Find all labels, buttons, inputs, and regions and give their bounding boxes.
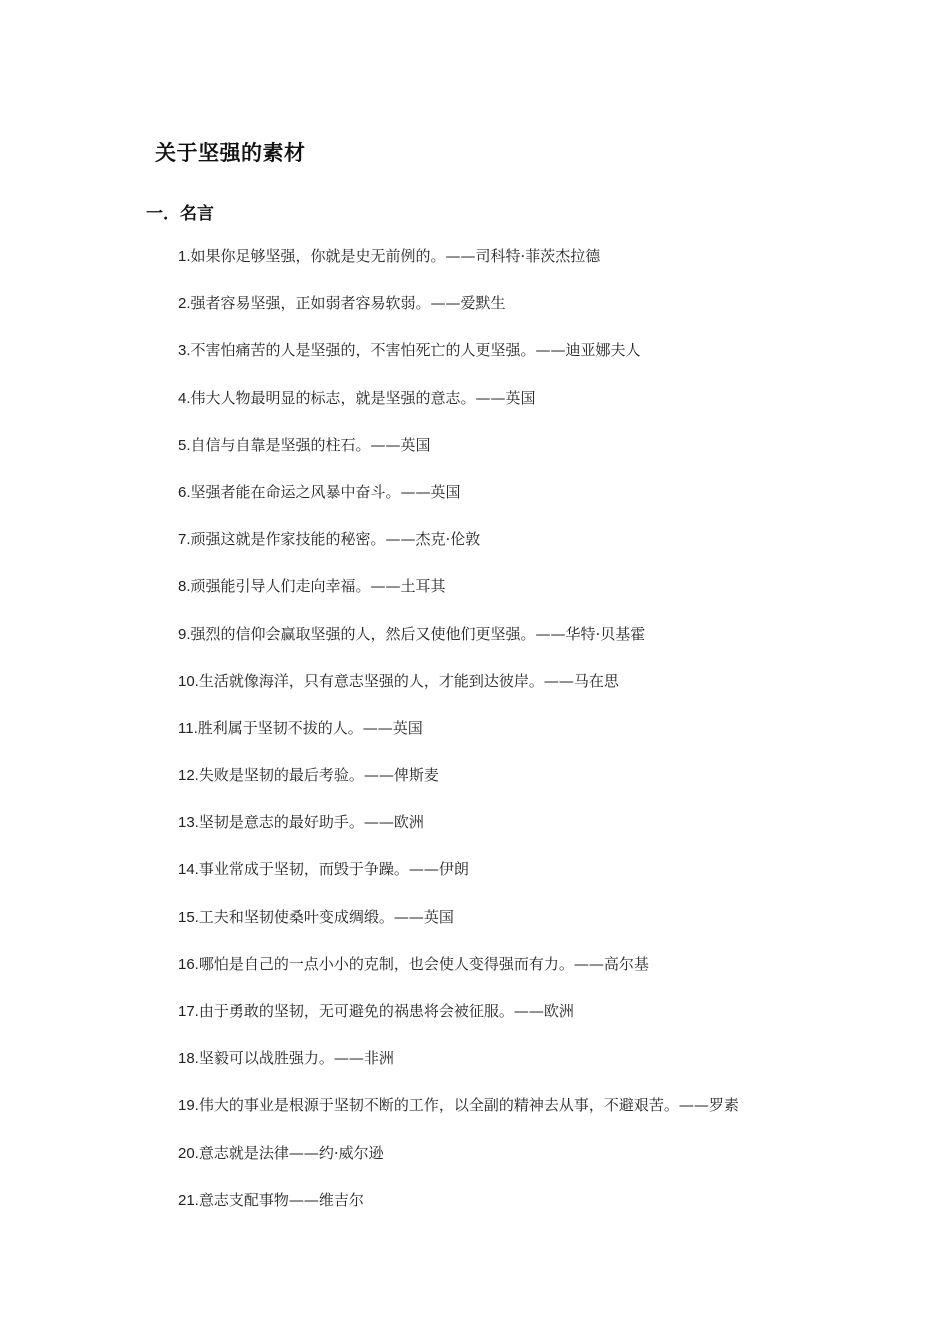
quote-item xyxy=(178,388,739,435)
quote-number: 13. xyxy=(178,814,199,832)
quote-number: 3. xyxy=(178,342,191,360)
quote-item xyxy=(178,954,739,1001)
quote-text: 胜利属于坚韧不拔的人。——英国 xyxy=(197,718,423,737)
document-title: 关于坚强的素材 xyxy=(155,141,306,165)
quote-text: 坚强者能在命运之风暴中奋斗。——英国 xyxy=(190,482,461,501)
quote-number: 19. xyxy=(178,1097,199,1115)
quote-item xyxy=(178,1190,739,1237)
quote-item xyxy=(178,765,739,812)
quote-item xyxy=(178,293,739,340)
quote-number: 10. xyxy=(178,672,199,690)
quote-text: 自信与自靠是坚强的柱石。——英国 xyxy=(190,435,431,454)
quote-number: 15. xyxy=(178,908,199,926)
quote-item xyxy=(178,1048,739,1095)
quote-text: 由于勇敢的坚韧，无可避免的祸患将会被征服。——欧洲 xyxy=(198,1002,574,1020)
quote-text: 哪怕是自己的一点小小的克制，也会使人变得强而有力。——高尔基 xyxy=(198,954,649,973)
quote-text: 顽强这就是作家技能的秘密。——杰克·伦敦 xyxy=(190,530,481,549)
quote-item xyxy=(178,246,739,293)
quote-text: 失败是坚韧的最后考验。——俾斯麦 xyxy=(198,766,439,785)
quote-item xyxy=(178,624,739,671)
quote-number: 21. xyxy=(178,1191,199,1209)
quote-number: 20. xyxy=(178,1144,199,1162)
quote-number: 2. xyxy=(178,295,191,313)
quote-item xyxy=(178,529,739,576)
quote-number: 12. xyxy=(178,767,199,785)
quote-number: 6. xyxy=(178,483,191,501)
quote-text: 意志就是法律——约·威尔逊 xyxy=(198,1143,384,1162)
quote-item xyxy=(178,1095,739,1142)
quote-text: 顽强能引导人们走向幸福。——土耳其 xyxy=(190,577,446,596)
quote-item xyxy=(178,1143,739,1190)
quote-item xyxy=(178,671,739,718)
quote-item xyxy=(178,907,739,954)
quote-number: 11. xyxy=(178,719,198,737)
quote-text: 工夫和坚韧使桑叶变成绸缎。——英国 xyxy=(198,907,454,926)
quote-number: 9. xyxy=(178,625,191,643)
quote-number: 14. xyxy=(178,861,199,879)
quote-number: 18. xyxy=(178,1050,199,1068)
quote-text: 意志支配事物——维吉尔 xyxy=(198,1190,364,1209)
quote-text: 坚韧是意志的最好助手。——欧洲 xyxy=(198,813,424,832)
quote-item xyxy=(178,435,739,482)
quote-text: 伟大人物最明显的标志，就是坚强的意志。——英国 xyxy=(190,388,536,407)
quote-item xyxy=(178,859,739,906)
quote-number: 16. xyxy=(178,955,199,973)
quote-text: 如果你足够坚强，你就是史无前例的。——司科特·菲茨杰拉德 xyxy=(190,247,601,265)
quote-item xyxy=(178,812,739,859)
quote-item xyxy=(178,718,739,765)
quote-item xyxy=(178,482,739,529)
quote-item xyxy=(178,340,739,387)
quote-item xyxy=(178,1001,739,1048)
quote-text: 强烈的信仰会赢取坚强的人，然后又使他们更坚强。——华特·贝基霍 xyxy=(190,624,646,643)
quote-number: 8. xyxy=(178,578,191,596)
quote-list xyxy=(178,246,739,1237)
quote-item xyxy=(178,576,739,623)
section-heading: 一．名言 xyxy=(146,204,214,224)
quote-text: 生活就像海洋，只有意志坚强的人，才能到达彼岸。——马在思 xyxy=(198,671,619,690)
quote-number: 7. xyxy=(178,531,191,549)
quote-text: 不害怕痛苦的人是坚强的，不害怕死亡的人更坚强。——迪亚娜夫人 xyxy=(190,341,641,360)
quote-text: 事业常成于坚韧，而毁于争躁。——伊朗 xyxy=(198,860,469,879)
quote-text: 坚毅可以战胜强力。——非洲 xyxy=(198,1049,394,1068)
quote-number: 5. xyxy=(178,436,191,454)
quote-number: 1. xyxy=(178,248,191,265)
quote-number: 4. xyxy=(178,389,191,407)
quote-text: 伟大的事业是根源于坚韧不断的工作，以全副的精神去从事，不避艰苦。——罗素 xyxy=(198,1096,739,1115)
quote-number: 17. xyxy=(178,1003,199,1020)
quote-text: 强者容易坚强，正如弱者容易软弱。——爱默生 xyxy=(190,294,506,313)
